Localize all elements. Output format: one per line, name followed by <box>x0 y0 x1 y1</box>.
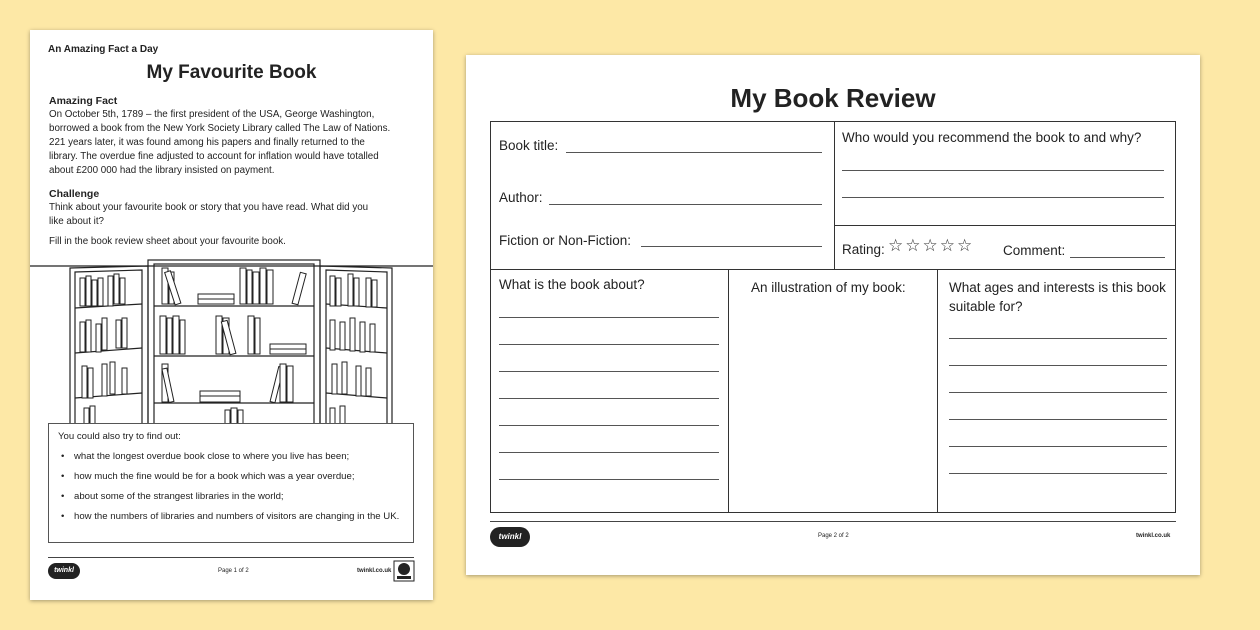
ages-line[interactable] <box>949 446 1167 447</box>
author-field[interactable] <box>549 204 822 205</box>
fact-sheet-page <box>30 30 433 600</box>
comment-field[interactable] <box>1070 257 1165 258</box>
twinkl-logo: twinkl <box>48 563 80 579</box>
find-out-intro: You could also try to find out: <box>58 431 181 442</box>
fact-heading: Amazing Fact <box>49 95 118 107</box>
table-divider <box>834 225 1176 226</box>
fact-line: 221 years later, it was found among his papers and finally returned to the <box>49 137 365 148</box>
recommend-label: Who would you recommend the book to and why? <box>842 130 1142 145</box>
challenge-line: like about it? <box>49 216 105 227</box>
footer-divider <box>48 557 414 558</box>
fact-line: library. The overdue fine adjusted to account for inflation would have totalled <box>49 151 379 162</box>
quality-badge-icon <box>393 560 415 582</box>
challenge-line: Think about your favourite book or story that you have read. What did you <box>49 202 369 213</box>
rating-stars-icon[interactable]: ☆☆☆☆☆ <box>888 236 975 255</box>
list-item: • how the numbers of libraries and numbers of visitors are changing in the UK. <box>74 510 404 523</box>
find-out-box <box>48 423 414 543</box>
page-title: My Book Review <box>730 83 936 113</box>
list-item: • how much the fine would be for a book which was a year overdue; <box>74 470 404 483</box>
fact-line: borrowed a book from the New York Society Library called The Law of Nations. <box>49 123 391 134</box>
fiction-field[interactable] <box>641 246 822 247</box>
ages-line[interactable] <box>949 392 1167 393</box>
book-review-page <box>466 55 1200 575</box>
illustration-area[interactable] <box>729 302 937 512</box>
author-label: Author: <box>499 190 543 205</box>
footer-divider <box>490 521 1176 522</box>
about-line[interactable] <box>499 371 719 372</box>
about-line[interactable] <box>499 452 719 453</box>
page-number: Page 1 of 2 <box>218 568 249 574</box>
sheet-header: An Amazing Fact a Day <box>48 44 159 55</box>
table-divider <box>491 269 1176 270</box>
ages-line[interactable] <box>949 338 1167 339</box>
ages-label-continued: suitable for? <box>949 299 1023 314</box>
about-line[interactable] <box>499 479 719 480</box>
page-number: Page 2 of 2 <box>818 533 849 539</box>
page-title: My Favourite Book <box>146 62 317 83</box>
rating-label: Rating: <box>842 242 885 257</box>
twinkl-logo: twinkl <box>490 527 530 547</box>
challenge-text <box>49 201 415 229</box>
site-url: twinkl.co.uk <box>357 568 392 574</box>
fact-text <box>49 108 415 178</box>
illustration-label: An illustration of my book: <box>751 280 906 295</box>
recommend-line[interactable] <box>842 197 1164 198</box>
ages-line[interactable] <box>949 419 1167 420</box>
list-item: • about some of the strangest libraries in the world; <box>74 490 404 503</box>
fact-line: On October 5th, 1789 – the first president of the USA, George Washington, <box>49 109 375 120</box>
comment-label: Comment: <box>1003 243 1066 258</box>
ages-line[interactable] <box>949 365 1167 366</box>
about-line[interactable] <box>499 425 719 426</box>
review-table <box>490 121 1176 513</box>
recommend-line[interactable] <box>842 170 1164 171</box>
fact-line: about £200 000 had the library insisted on payment. <box>49 165 275 176</box>
site-url: twinkl.co.uk <box>1136 533 1171 539</box>
ages-label: What ages and interests is this book <box>949 280 1166 295</box>
table-divider <box>834 122 835 269</box>
about-line[interactable] <box>499 344 719 345</box>
bookshelf-illustration <box>30 258 433 428</box>
instruction-text: Fill in the book review sheet about your favourite book. <box>49 236 286 247</box>
challenge-heading: Challenge <box>49 188 100 200</box>
table-divider <box>937 269 938 513</box>
about-line[interactable] <box>499 398 719 399</box>
about-label: What is the book about? <box>499 277 645 292</box>
book-title-field[interactable] <box>566 152 822 153</box>
ages-line[interactable] <box>949 473 1167 474</box>
fiction-label: Fiction or Non-Fiction: <box>499 233 632 248</box>
book-title-label: Book title: <box>499 138 559 153</box>
about-line[interactable] <box>499 317 719 318</box>
list-item: • what the longest overdue book close to where you live has been; <box>74 450 404 463</box>
find-out-list <box>58 450 404 523</box>
